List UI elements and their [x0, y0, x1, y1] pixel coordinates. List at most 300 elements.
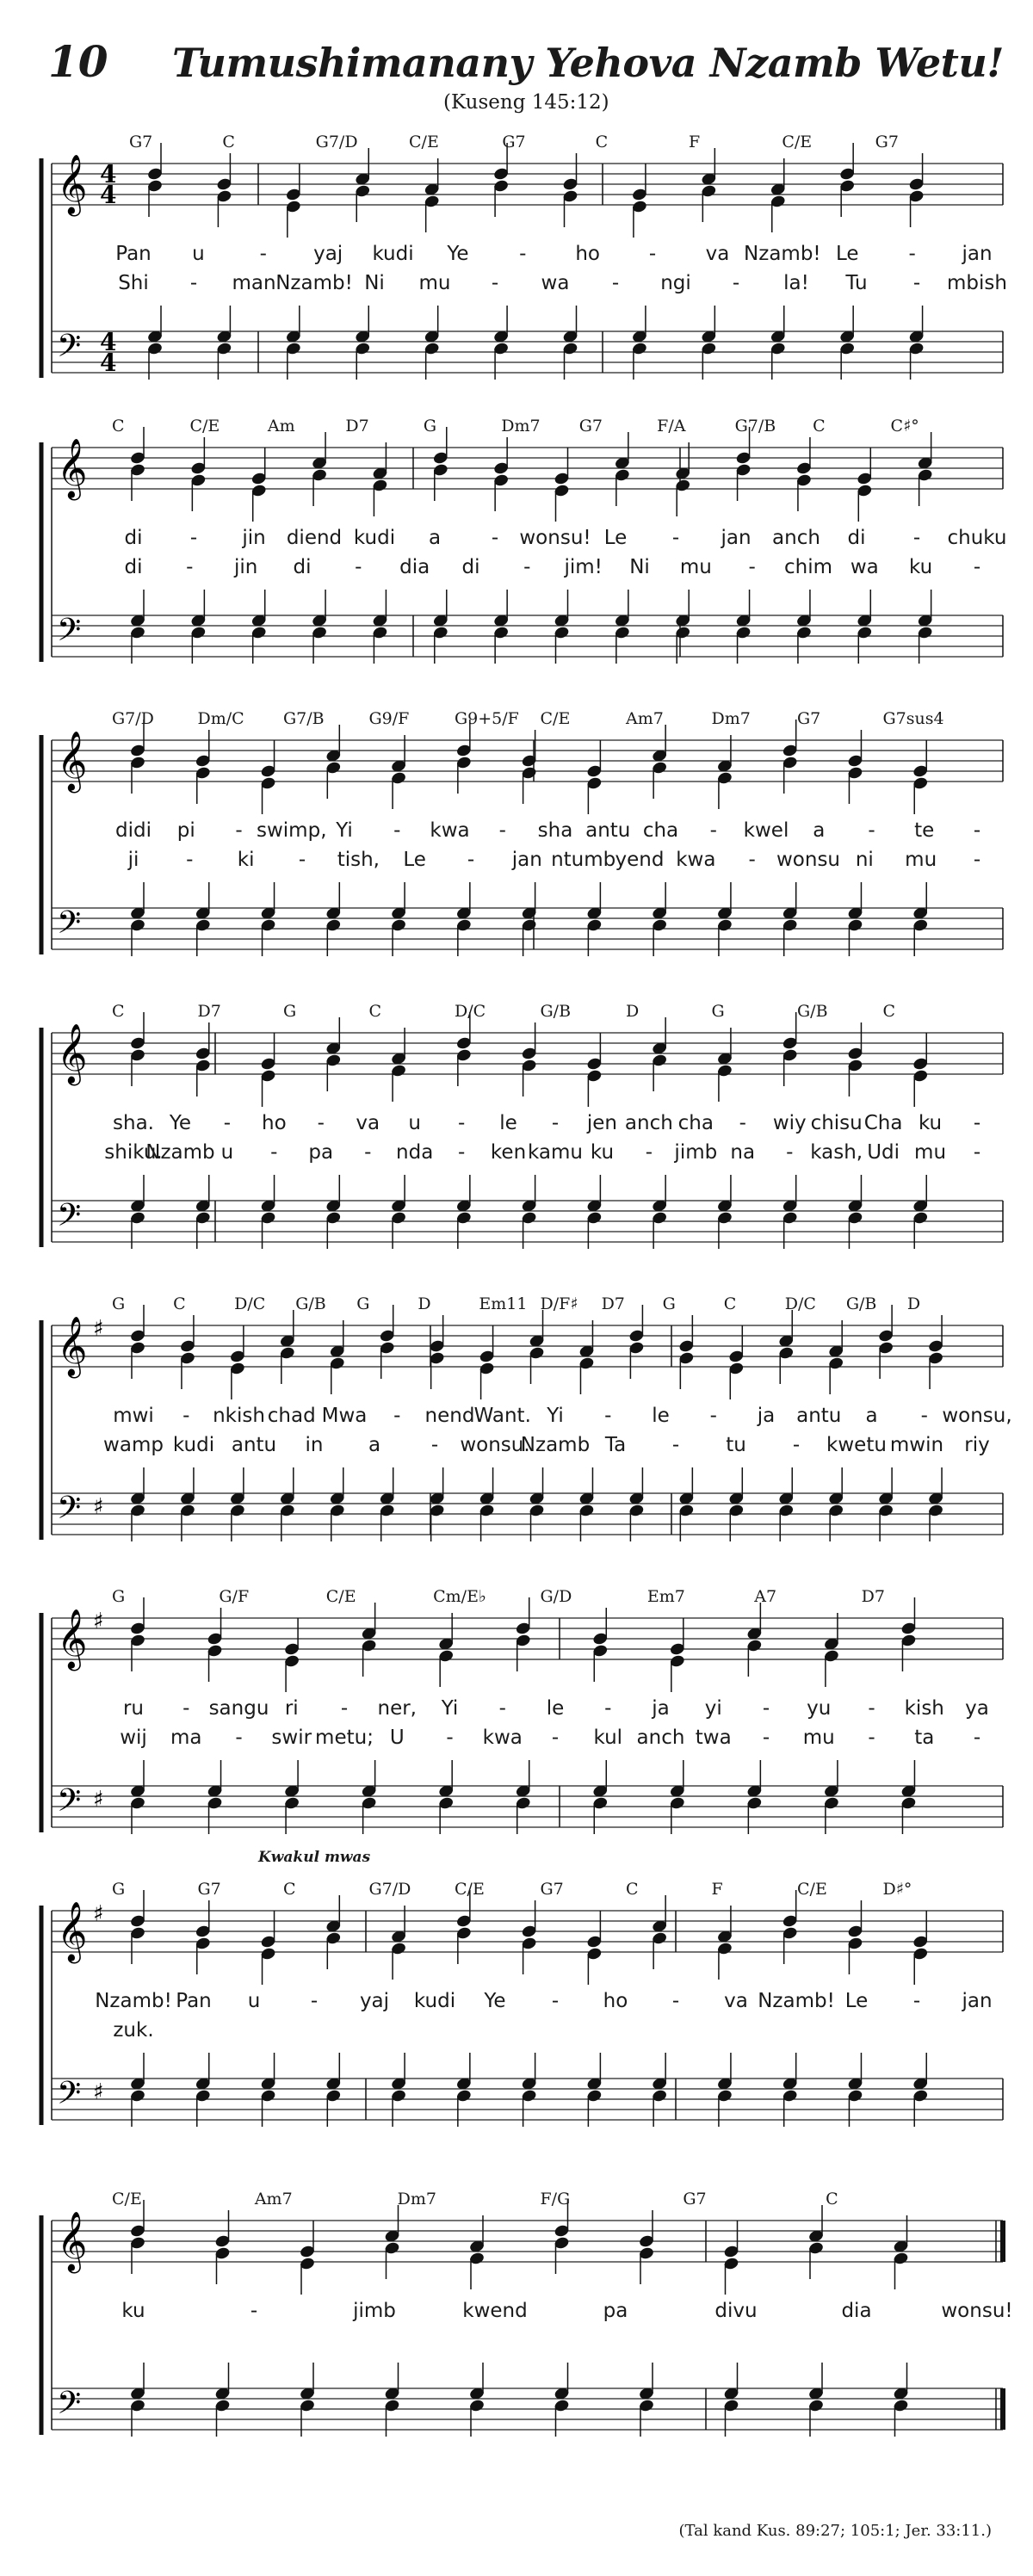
tempo-marking: Kwakul mwas — [258, 1849, 371, 1866]
lyric-syllable: cha — [642, 819, 679, 842]
lyric-syllable: Cha — [863, 1112, 903, 1134]
staff-lines — [0, 1876, 1033, 2160]
chord-symbol: D/C — [234, 1294, 266, 1313]
lyric-syllable: - — [973, 556, 981, 578]
lyric-syllable: va — [356, 1112, 380, 1134]
svg-text:♯: ♯ — [93, 1787, 104, 1813]
lyric-syllable: anch — [772, 527, 820, 549]
lyric-syllable: - — [920, 1405, 928, 1427]
chord-symbol: Am7 — [254, 2190, 293, 2208]
lyric-syllable: Le — [844, 1990, 869, 2012]
chord-symbol: C♯° — [890, 417, 919, 436]
lyric-syllable: - — [498, 1697, 506, 1720]
treble-clef-icon: 𝄞 — [57, 154, 88, 214]
lyric-syllable: sangu — [208, 1697, 269, 1720]
lyrics-verse-2 — [0, 849, 1033, 874]
lyrics-verse-2 — [0, 556, 1033, 582]
bass-clef-icon: 𝄢 — [57, 905, 82, 948]
lyric-syllable: cha — [677, 1112, 714, 1134]
chord-symbol: C/E — [409, 133, 439, 151]
bass-clef-icon: 𝄢 — [57, 1197, 82, 1241]
lyric-syllable: didi — [115, 819, 152, 842]
lyric-syllable: - — [973, 849, 981, 871]
chord-symbol: C/E — [540, 709, 571, 728]
chord-symbol: G7 — [578, 417, 603, 436]
lyric-syllable: a — [428, 527, 442, 549]
score-system — [0, 1849, 1033, 2160]
lyric-syllable: - — [611, 272, 620, 294]
lyric-syllable: Ye — [169, 1112, 192, 1134]
lyric-syllable: Nzamb — [520, 1434, 591, 1456]
lyric-syllable: - — [648, 243, 657, 265]
lyric-syllable: - — [498, 819, 506, 842]
lyric-syllable: kwend — [462, 2300, 528, 2322]
lyric-syllable: wonsu. — [460, 1434, 530, 1456]
chord-symbol: Dm7 — [711, 709, 751, 728]
treble-clef-icon: 𝄞 — [57, 2211, 88, 2271]
chord-symbol: C/E — [782, 133, 813, 151]
lyric-syllable: - — [671, 1990, 680, 2012]
lyric-syllable: - — [709, 819, 717, 842]
chord-symbol: G/B — [845, 1294, 877, 1313]
lyrics-verse-2 — [0, 272, 1033, 298]
bass-clef-icon: 𝄢 — [57, 612, 82, 656]
chord-symbol: G7 — [797, 709, 821, 728]
chord-row — [0, 1294, 1033, 1320]
chord-symbol: D7 — [601, 1294, 625, 1313]
lyric-syllable: jim! — [564, 556, 603, 578]
treble-clef-icon: 𝄞 — [57, 1023, 88, 1084]
lyric-syllable: - — [467, 849, 475, 871]
lyric-syllable: pi — [176, 819, 195, 842]
lyric-syllable: yu — [807, 1697, 832, 1720]
lyric-syllable: pa — [308, 1141, 334, 1164]
lyric-syllable: Ye — [484, 1990, 506, 2012]
lyric-syllable: - — [340, 1697, 349, 1720]
lyric-syllable: ji — [127, 849, 139, 871]
treble-clef-icon: 𝄞 — [57, 1316, 88, 1376]
lyric-syllable: man — [232, 272, 276, 294]
lyric-syllable: nda — [396, 1141, 434, 1164]
lyric-syllable: - — [310, 1990, 319, 2012]
lyric-syllable: nend — [424, 1405, 475, 1427]
hymn-number: 10 — [48, 36, 108, 87]
chord-symbol: G — [112, 1587, 126, 1606]
lyric-syllable: antu — [796, 1405, 842, 1427]
lyric-syllable: di — [124, 527, 143, 549]
lyric-syllable: - — [604, 1697, 612, 1720]
score-system — [0, 2186, 1033, 2470]
lyric-syllable: wamp — [103, 1434, 164, 1456]
chord-symbol: Am — [267, 417, 295, 436]
lyric-syllable: kudi — [353, 527, 396, 549]
lyrics-verse-1 — [0, 819, 1033, 845]
lyric-syllable: ho — [262, 1112, 287, 1134]
lyric-syllable: Yi — [547, 1405, 564, 1427]
chord-symbol: G/B — [540, 1002, 572, 1021]
lyric-syllable: le — [499, 1112, 517, 1134]
chord-symbol: G7 — [129, 133, 153, 151]
lyric-syllable: - — [250, 2300, 258, 2322]
footnote-references: (Tal kand Kus. 89:27; 105:1; Jer. 33:11.) — [678, 2522, 992, 2540]
chord-row — [0, 709, 1033, 735]
chord-symbol: C — [626, 1880, 639, 1899]
chord-symbol: D7 — [861, 1587, 885, 1606]
chord-row — [0, 1587, 1033, 1613]
chord-symbol: C/E — [797, 1880, 827, 1899]
lyric-syllable: divu — [714, 2300, 758, 2322]
chord-symbol: C — [813, 417, 826, 436]
lyric-syllable: kwa — [482, 1727, 523, 1749]
lyric-syllable: - — [748, 556, 756, 578]
lyric-syllable: wonsu! — [941, 2300, 1013, 2322]
lyric-syllable: mu — [418, 272, 451, 294]
lyric-syllable: - — [973, 1727, 981, 1749]
lyric-syllable: - — [235, 819, 243, 842]
lyric-syllable: tu — [726, 1434, 746, 1456]
chord-symbol: C — [882, 1002, 896, 1021]
lyric-syllable: Ni — [629, 556, 650, 578]
lyric-syllable: twa — [695, 1727, 732, 1749]
chord-symbol: F/G — [540, 2190, 571, 2208]
chord-symbol: G/D — [540, 1587, 572, 1606]
lyric-syllable: mu — [905, 849, 937, 871]
lyric-syllable: chad — [267, 1405, 316, 1427]
lyric-syllable: Want. — [473, 1405, 531, 1427]
lyric-syllable: wa — [541, 272, 570, 294]
lyric-syllable: Pan — [176, 1990, 212, 2012]
lyric-syllable: - — [364, 1141, 372, 1164]
staff-lines — [0, 998, 1033, 1282]
chord-symbol: Em11 — [479, 1294, 528, 1313]
lyrics-verse-1 — [0, 1405, 1033, 1430]
chord-symbol: G — [283, 1002, 297, 1021]
chord-row — [0, 1002, 1033, 1028]
chord-symbol: G — [112, 1294, 126, 1313]
lyric-syllable: ku — [590, 1141, 615, 1164]
lyric-syllable: - — [189, 527, 198, 549]
lyric-syllable: - — [182, 1697, 190, 1720]
treble-clef-icon: 𝄞 — [57, 731, 88, 791]
chord-symbol: C — [173, 1294, 186, 1313]
lyric-syllable: mbish — [947, 272, 1007, 294]
chord-symbol: G9+5/F — [455, 709, 519, 728]
lyric-syllable: yi — [704, 1697, 722, 1720]
lyric-syllable: - — [908, 243, 916, 265]
lyric-syllable: a — [865, 1405, 878, 1427]
lyric-syllable: jan — [511, 849, 542, 871]
chord-symbol: C/E — [325, 1587, 356, 1606]
lyrics-verse-2 — [0, 2019, 1033, 2045]
chord-symbol: G — [356, 1294, 370, 1313]
lyric-syllable: ngi — [660, 272, 691, 294]
lyric-syllable: kash, — [810, 1141, 863, 1164]
lyric-syllable: - — [973, 1112, 981, 1134]
lyric-syllable: ner, — [377, 1697, 417, 1720]
lyric-syllable: Nzamb — [145, 1141, 215, 1164]
lyric-syllable: nkish — [213, 1405, 265, 1427]
lyric-syllable: mwi — [113, 1405, 154, 1427]
lyric-syllable: te — [914, 819, 935, 842]
chord-symbol: G — [662, 1294, 676, 1313]
lyrics-verse-2 — [0, 1727, 1033, 1752]
bass-clef-icon: 𝄢 — [57, 1490, 82, 1534]
score-system — [0, 413, 1033, 697]
lyric-syllable: Pan — [115, 243, 152, 265]
lyric-syllable: Ye — [447, 243, 469, 265]
lyric-syllable: a — [813, 819, 826, 842]
lyric-syllable: - — [868, 1727, 875, 1749]
lyric-syllable: di — [293, 556, 312, 578]
lyric-syllable: - — [457, 1141, 466, 1164]
lyric-syllable: kish — [904, 1697, 944, 1720]
lyrics-verse-1 — [0, 527, 1033, 553]
chord-symbol: Dm/C — [197, 709, 244, 728]
chord-symbol: C — [595, 133, 609, 151]
lyric-syllable: ki — [237, 849, 255, 871]
lyric-syllable: mu — [802, 1727, 835, 1749]
lyric-syllable: Mwa — [321, 1405, 368, 1427]
lyric-syllable: Ni — [364, 272, 385, 294]
lyric-syllable: u — [220, 1141, 234, 1164]
chord-symbol: D7 — [197, 1002, 221, 1021]
lyric-syllable: chim — [783, 556, 833, 578]
lyric-syllable: Ta — [604, 1434, 627, 1456]
chord-symbol: G7/D — [315, 133, 358, 151]
lyric-syllable: - — [186, 849, 194, 871]
lyric-syllable: - — [551, 1990, 560, 2012]
lyric-syllable: - — [912, 272, 921, 294]
svg-text:4: 4 — [100, 349, 117, 377]
lyric-syllable: wiy — [772, 1112, 807, 1134]
score-system — [0, 998, 1033, 1282]
lyric-syllable: - — [868, 1697, 875, 1720]
lyric-syllable: kudi — [172, 1434, 215, 1456]
lyric-syllable: a — [368, 1434, 381, 1456]
chord-symbol: D/C — [455, 1002, 486, 1021]
lyric-syllable: u — [247, 1990, 261, 2012]
chord-symbol: G — [711, 1002, 725, 1021]
lyric-syllable: pa — [603, 2300, 628, 2322]
lyric-syllable: chisu — [810, 1112, 863, 1134]
lyrics-verse-1 — [0, 2300, 1033, 2326]
lyric-syllable: jan — [721, 527, 752, 549]
lyric-syllable: zuk. — [113, 2019, 154, 2042]
lyric-syllable: - — [189, 272, 198, 294]
chord-symbol: Cm/E♭ — [433, 1587, 486, 1606]
lyric-syllable: u — [192, 243, 205, 265]
chord-symbol: D/F♯ — [540, 1294, 578, 1313]
chord-symbol: C — [283, 1880, 296, 1899]
lyric-syllable: jimb — [353, 2300, 396, 2322]
lyric-syllable: Nzamb! — [758, 1990, 835, 2012]
score-system — [0, 129, 1033, 413]
bass-clef-icon: 𝄢 — [57, 1782, 82, 1826]
lyric-syllable: swimp, — [257, 819, 327, 842]
lyric-syllable: - — [912, 1990, 921, 2012]
lyric-syllable: kudi — [413, 1990, 456, 2012]
lyric-syllable: jimb — [674, 1141, 718, 1164]
staff-lines — [0, 129, 1033, 413]
lyric-syllable: u — [408, 1112, 421, 1134]
lyric-syllable: mwin — [889, 1434, 944, 1456]
lyrics-verse-1 — [0, 1697, 1033, 1723]
lyric-syllable: - — [551, 1727, 560, 1749]
lyric-syllable: ri — [284, 1697, 299, 1720]
lyric-syllable: - — [762, 1697, 770, 1720]
lyric-syllable: ja — [757, 1405, 776, 1427]
lyric-syllable: Le — [603, 527, 628, 549]
lyric-syllable: in — [305, 1434, 324, 1456]
lyric-syllable: - — [317, 1112, 325, 1134]
lyric-syllable: Yi — [441, 1697, 459, 1720]
lyric-syllable: wij — [120, 1727, 147, 1749]
svg-text:♯: ♯ — [93, 1901, 104, 1927]
svg-text:4: 4 — [100, 181, 117, 209]
chord-row — [0, 1880, 1033, 1906]
score-system — [0, 706, 1033, 990]
lyric-syllable: - — [430, 1434, 439, 1456]
lyric-syllable: metu; — [315, 1727, 374, 1749]
lyric-syllable: jin — [233, 556, 258, 578]
chord-symbol: Am7 — [626, 709, 664, 728]
lyric-syllable: kwa — [676, 849, 716, 871]
lyric-syllable: mu — [679, 556, 712, 578]
staff-lines — [0, 706, 1033, 990]
chord-symbol: D — [626, 1002, 640, 1021]
chord-symbol: G7 — [502, 133, 526, 151]
lyric-syllable: na — [730, 1141, 756, 1164]
chord-symbol: G7 — [875, 133, 899, 151]
lyric-syllable: di — [124, 556, 143, 578]
chord-symbol: G/B — [295, 1294, 326, 1313]
chord-symbol: C — [723, 1294, 737, 1313]
chord-symbol: Dm7 — [501, 417, 541, 436]
lyric-syllable: dia — [399, 556, 430, 578]
lyric-syllable: - — [748, 849, 756, 871]
chord-symbol: G — [112, 1880, 126, 1899]
chord-symbol: G7 — [683, 2190, 707, 2208]
lyric-syllable: - — [491, 527, 499, 549]
chord-symbol: G/B — [797, 1002, 828, 1021]
lyric-syllable: le — [546, 1697, 565, 1720]
lyric-syllable: U — [389, 1727, 405, 1749]
lyric-syllable: - — [393, 819, 401, 842]
lyrics-verse-1 — [0, 243, 1033, 269]
treble-clef-icon: 𝄞 — [57, 438, 88, 498]
chord-symbol: C — [368, 1002, 382, 1021]
staff-lines — [0, 1584, 1033, 1868]
lyric-syllable: - — [182, 1405, 190, 1427]
lyric-syllable: le — [652, 1405, 670, 1427]
chord-symbol: G — [423, 417, 436, 436]
bass-clef-icon: 𝄢 — [57, 328, 82, 372]
hymn-title: Tumushimanany Yehova Nzamb Wetu! — [172, 40, 1004, 86]
chord-symbol: A7 — [754, 1587, 777, 1606]
lyric-syllable: - — [186, 556, 194, 578]
lyric-syllable: va — [724, 1990, 748, 2012]
lyric-syllable: ma — [170, 1727, 202, 1749]
lyric-syllable: yaj — [359, 1990, 390, 2012]
lyric-syllable: - — [732, 272, 740, 294]
bass-clef-icon: 𝄢 — [57, 2075, 82, 2119]
lyric-syllable: ya — [965, 1697, 989, 1720]
chord-symbol: C — [826, 2190, 838, 2208]
lyric-syllable: di — [847, 527, 866, 549]
lyric-syllable: - — [551, 1112, 560, 1134]
lyric-syllable: ntumb — [551, 849, 616, 871]
hymn-scripture-reference: (Kuseng 145:12) — [443, 91, 609, 114]
chord-symbol: D/C — [784, 1294, 816, 1313]
score-system — [0, 1291, 1033, 1575]
lyric-syllable: - — [491, 272, 499, 294]
staff-lines — [0, 413, 1033, 697]
chord-symbol: C — [222, 133, 235, 151]
lyric-syllable: - — [235, 1727, 243, 1749]
lyric-syllable: ja — [652, 1697, 670, 1720]
chord-symbol: G7/D — [368, 1880, 411, 1899]
chord-symbol: C/E — [455, 1880, 485, 1899]
lyric-syllable: - — [709, 1405, 717, 1427]
lyric-syllable: - — [973, 819, 981, 842]
lyric-syllable: - — [912, 527, 921, 549]
lyric-syllable: ken — [490, 1141, 527, 1164]
chord-row — [0, 2190, 1033, 2215]
chord-symbol: G7/B — [283, 709, 325, 728]
staff-lines — [0, 1291, 1033, 1575]
lyric-syllable: ho — [603, 1990, 628, 2012]
svg-text:♯: ♯ — [93, 1494, 104, 1520]
lyric-syllable: Le — [403, 849, 426, 871]
chord-row — [0, 133, 1033, 158]
chord-symbol: D — [418, 1294, 431, 1313]
lyric-syllable: antu — [231, 1434, 277, 1456]
lyric-syllable: ho — [575, 243, 601, 265]
chord-symbol: Dm7 — [397, 2190, 436, 2208]
staff-lines — [0, 2186, 1033, 2470]
lyric-syllable: ku — [909, 556, 933, 578]
chord-symbol: F — [689, 133, 701, 151]
lyric-syllable: kamu — [528, 1141, 583, 1164]
lyric-syllable: ku — [121, 2300, 145, 2322]
lyric-syllable: wonsu — [776, 849, 841, 871]
chord-symbol: F/A — [657, 417, 686, 436]
lyrics-verse-2 — [0, 2329, 1033, 2355]
lyric-syllable: - — [259, 243, 267, 265]
chord-symbol: C — [112, 417, 125, 436]
lyric-syllable: antu — [585, 819, 631, 842]
svg-text:♯: ♯ — [93, 1609, 104, 1634]
lyric-syllable: - — [519, 243, 527, 265]
lyric-syllable: - — [786, 1141, 794, 1164]
lyric-syllable: dia — [841, 2300, 872, 2322]
lyric-syllable: sha. — [113, 1112, 154, 1134]
lyrics-verse-1 — [0, 1112, 1033, 1138]
lyric-syllable: riy — [964, 1434, 990, 1456]
lyric-syllable: Tu — [845, 272, 868, 294]
lyric-syllable: Shi — [118, 272, 149, 294]
lyric-syllable: va — [705, 243, 730, 265]
lyric-syllable: Nzamb! — [744, 243, 821, 265]
lyric-syllable: - — [604, 1405, 612, 1427]
lyric-syllable: - — [523, 556, 531, 578]
lyric-syllable: mu — [914, 1141, 947, 1164]
chord-symbol: D — [906, 1294, 921, 1313]
lyric-syllable: - — [223, 1112, 232, 1134]
svg-text:♯: ♯ — [93, 1316, 104, 1342]
lyric-syllable: kul — [593, 1727, 623, 1749]
lyric-syllable: ni — [855, 849, 874, 871]
